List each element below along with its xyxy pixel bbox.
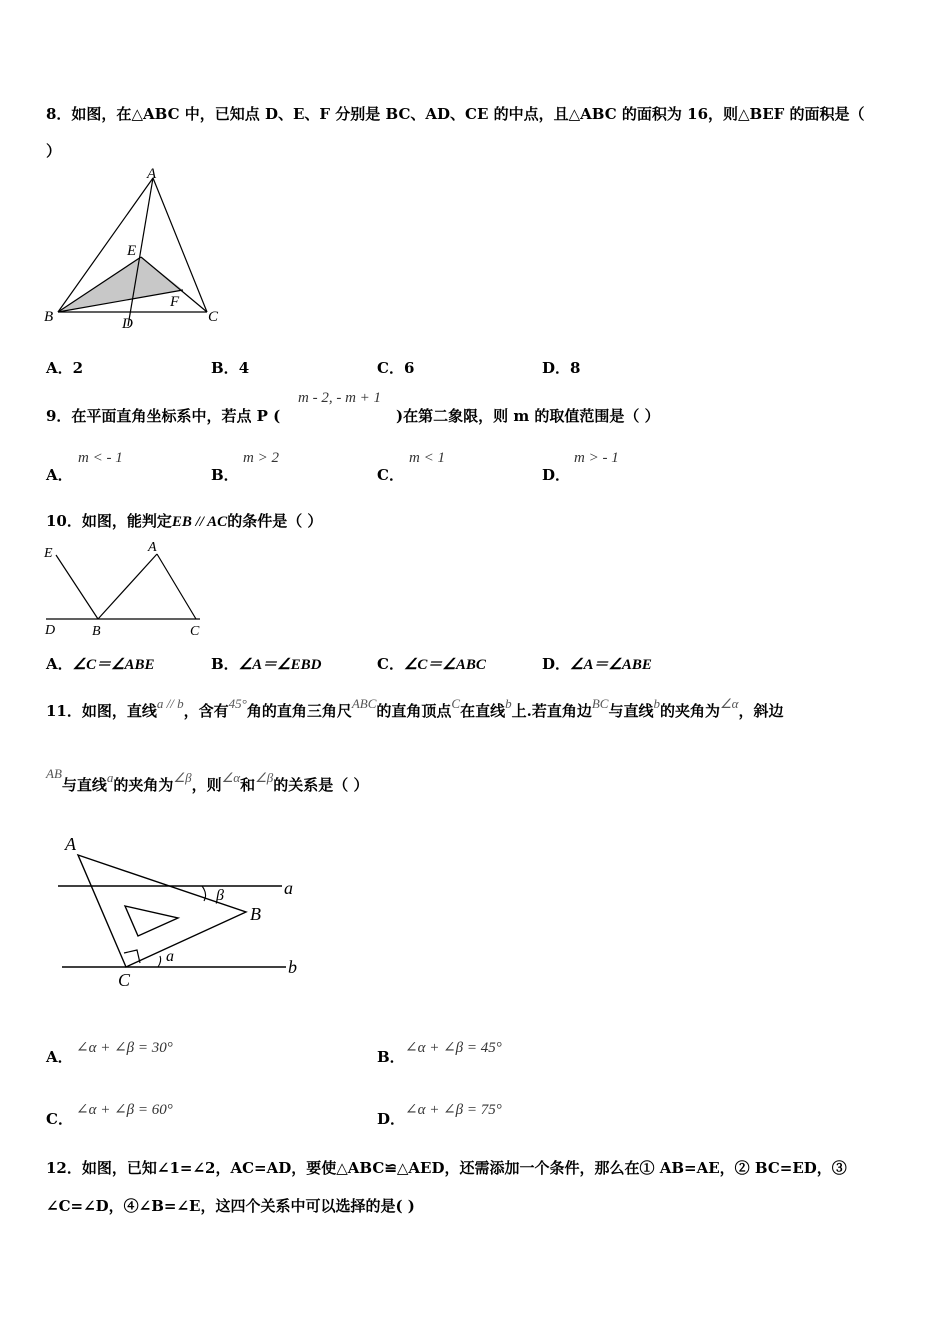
q11-stem-line1: 11．如图，直线a // b，含有45°角的直角三角尺ABC的直角顶点C在直线b上.若直角边BC与直线b的夹角为∠α，斜边 bbox=[46, 696, 784, 720]
q8-figure bbox=[40, 166, 230, 336]
q11-option-b-label[interactable]: B． bbox=[377, 1048, 405, 1066]
q11-option-a-value: ∠α + ∠β = 30° bbox=[76, 1040, 173, 1056]
q9-option-d-label[interactable]: D． bbox=[542, 466, 571, 484]
q8-option-a[interactable]: A．2 bbox=[46, 359, 84, 377]
q10-stem: 10．如图，能判定EB // AC的条件是（ ） bbox=[46, 512, 323, 530]
q11-label-line-a: a bbox=[284, 878, 293, 898]
q11-label-line-b: b bbox=[288, 957, 297, 977]
q9-option-c-label[interactable]: C． bbox=[377, 466, 404, 484]
q11-label-beta: β bbox=[216, 887, 224, 904]
q11-stem-line2: AB与直线a的夹角为∠β，则∠α和∠β的关系是（ ） bbox=[46, 766, 369, 794]
q11-figure bbox=[50, 828, 310, 998]
q11-option-a-label[interactable]: A． bbox=[46, 1048, 73, 1066]
q11-option-c-value: ∠α + ∠β = 60° bbox=[76, 1102, 173, 1118]
q11-label-a-vertex: A bbox=[65, 834, 76, 854]
q10-option-b[interactable]: B．∠A＝∠EBD bbox=[211, 655, 322, 673]
q10-label-a: A bbox=[148, 540, 157, 555]
q9-option-b-label[interactable]: B． bbox=[211, 466, 239, 484]
q11-label-alpha: a bbox=[166, 948, 174, 965]
q10-figure bbox=[40, 537, 220, 642]
q11-option-b-value: ∠α + ∠β = 45° bbox=[405, 1040, 502, 1056]
q8-label-d: D bbox=[122, 316, 133, 332]
q8-option-b[interactable]: B．4 bbox=[211, 359, 250, 377]
q9-stem-prefix: 9．在平面直角坐标系中，若点 P ( bbox=[46, 407, 281, 425]
q11-option-d-label[interactable]: D． bbox=[377, 1110, 406, 1128]
q9-point-coordinates: m - 2, - m + 1 bbox=[298, 390, 382, 406]
q11-label-c-vertex: C bbox=[118, 970, 131, 990]
q9-option-a-label[interactable]: A． bbox=[46, 466, 73, 484]
q8-label-b: B bbox=[44, 309, 54, 325]
q11-label-b-vertex: B bbox=[250, 904, 261, 924]
q8-option-d[interactable]: D．8 bbox=[542, 359, 581, 377]
q11-option-d-value: ∠α + ∠β = 75° bbox=[405, 1102, 502, 1118]
q10-label-d: D bbox=[45, 623, 56, 638]
q8-label-e: E bbox=[127, 243, 137, 259]
q12-stem-line2: ∠C=∠D，④∠B=∠E，这四个关系中可以选择的是( ) bbox=[46, 1197, 415, 1215]
q10-option-d[interactable]: D．∠A＝∠ABE bbox=[542, 655, 652, 673]
q9-option-b-value: m > 2 bbox=[243, 450, 279, 466]
q9-stem-suffix: )在第二象限，则 m 的取值范围是（ ） bbox=[396, 407, 660, 425]
q8-stem: 8．如图，在△ABC 中，已知点 D、E、F 分别是 BC、AD、CE 的中点，且△ABC 的面积为 16，则△BEF 的面积是（ bbox=[46, 105, 865, 123]
q8-label-f: F bbox=[170, 294, 180, 310]
q11-option-c-label[interactable]: C． bbox=[46, 1110, 73, 1128]
q12-stem-line1: 12．如图，已知∠1=∠2，AC=AD，要使△ABC≌△AED，还需添加一个条件，那么在① AB=AE，② BC=ED，③ bbox=[46, 1159, 847, 1177]
q8-option-c[interactable]: C．6 bbox=[377, 359, 415, 377]
q10-condition: EB // AC bbox=[171, 514, 228, 530]
q9-option-a-value: m < - 1 bbox=[78, 450, 123, 466]
q8-shaded-triangle-bef bbox=[58, 257, 183, 312]
q10-label-e: E bbox=[44, 546, 53, 561]
q8-label-c: C bbox=[208, 309, 219, 325]
q10-label-c: C bbox=[190, 624, 200, 639]
q9-option-d-value: m > - 1 bbox=[574, 450, 619, 466]
q10-option-c[interactable]: C．∠C＝∠ABC bbox=[377, 655, 486, 673]
q8-stem-close: ） bbox=[46, 142, 62, 160]
q8-label-a: A bbox=[147, 166, 157, 182]
q10-label-b: B bbox=[92, 624, 101, 639]
q9-option-c-value: m < 1 bbox=[409, 450, 445, 466]
q10-option-a[interactable]: A．∠C＝∠ABE bbox=[46, 655, 155, 673]
